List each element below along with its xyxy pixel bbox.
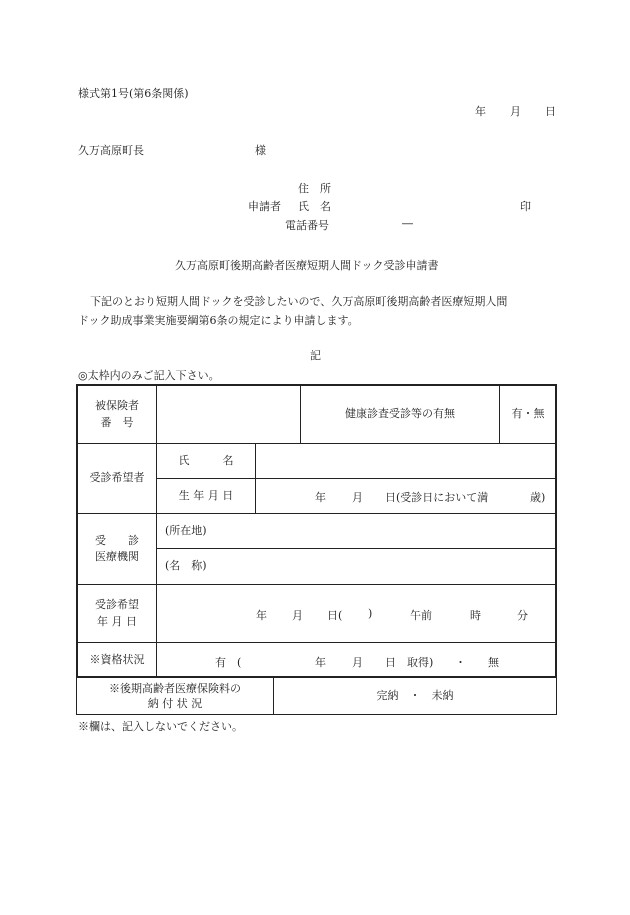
health-check-label: 健康診査受診等の有無	[345, 407, 455, 421]
desired-minute: 分	[517, 609, 528, 622]
birth-age-unit: 歳)	[530, 491, 546, 504]
premium-status[interactable]: 完納 ・ 未納	[376, 689, 454, 703]
premium-label	[77, 679, 273, 714]
premium-row-right	[556, 678, 557, 715]
date-year: 年	[475, 105, 486, 118]
date-month: 月	[510, 105, 521, 118]
desired-examinee-label: 受診希望者	[89, 471, 145, 485]
health-check-yes-no[interactable]: 有・無	[511, 407, 545, 421]
phone-label: 電話番号	[285, 219, 329, 232]
birth-month: 月	[352, 491, 363, 504]
desired-date-line2: 年 月 日	[97, 614, 137, 628]
qualification-yes: 有 (	[215, 656, 242, 669]
date-day: 日	[545, 105, 556, 118]
instruction: ◎太枠内のみご記入下さい。	[78, 369, 220, 382]
desired-date-line1: 受診希望	[95, 598, 139, 611]
qualification-month: 月	[352, 656, 363, 669]
phone-dash: ―	[402, 217, 413, 230]
addressee-name: 久万高原町長	[78, 144, 144, 157]
premium-line1: ※後期高齢者医療保険料の	[109, 681, 241, 695]
address-label: 住 所	[298, 182, 331, 195]
birth-day-age: 日(受診日において満	[385, 491, 489, 504]
desired-year: 年	[256, 609, 267, 622]
qualification-year: 年	[315, 656, 326, 669]
insured-number-line2: 番 号	[100, 415, 134, 429]
footnote: ※欄は、記入しないでください。	[78, 720, 243, 733]
institution-line2: 医療機関	[95, 550, 139, 563]
qualification-dot: ・	[455, 656, 466, 669]
qualification-label: ※資格状況	[89, 652, 145, 666]
insured-number-label	[78, 386, 156, 443]
premium-row-bottom	[76, 714, 557, 715]
desired-day-close: )	[368, 607, 373, 620]
seal-mark: 印	[520, 200, 531, 213]
name-label: 氏 名	[298, 200, 331, 213]
examinee-name-field[interactable]	[256, 444, 556, 478]
body-line-1: 下記のとおり短期人間ドックを受診したいので、久万高原町後期高齢者医療短期人間	[90, 295, 508, 308]
institution-name-label: (名 称)	[165, 559, 207, 573]
location-label: (所在地)	[165, 523, 207, 537]
qualification-no: 無	[488, 656, 499, 669]
insured-number-line1: 被保険者	[95, 399, 139, 412]
desired-month: 月	[292, 609, 303, 622]
document-title: 久万高原町後期高齢者医療短期人間ドック受診申請書	[175, 259, 439, 272]
desired-hour: 時	[470, 609, 481, 622]
insured-number-field[interactable]	[157, 386, 300, 443]
institution-location-field[interactable]	[157, 514, 556, 548]
ki-label: 記	[310, 349, 321, 362]
birth-year: 年	[315, 491, 326, 504]
examinee-name-label: 氏 名	[178, 453, 234, 467]
desired-date-label	[78, 585, 156, 642]
qualification-day-acquired: 日 取得)	[385, 656, 434, 669]
birth-date-label: 生 年 月 日	[178, 488, 234, 502]
addressee-honorific: 様	[255, 144, 266, 157]
institution-name-field[interactable]	[157, 549, 556, 584]
premium-line2: 納 付 状 況	[147, 696, 203, 710]
applicant-label: 申請者	[248, 200, 281, 213]
desired-day: 日(	[327, 609, 343, 622]
desired-am: 午前	[410, 609, 432, 622]
institution-line1: 受 診	[95, 533, 139, 547]
body-line-2: ドック助成事業実施要綱第6条の規定により申請します。	[78, 314, 359, 327]
institution-label	[78, 514, 156, 584]
form-number: 様式第1号(第6条関係)	[78, 87, 189, 100]
